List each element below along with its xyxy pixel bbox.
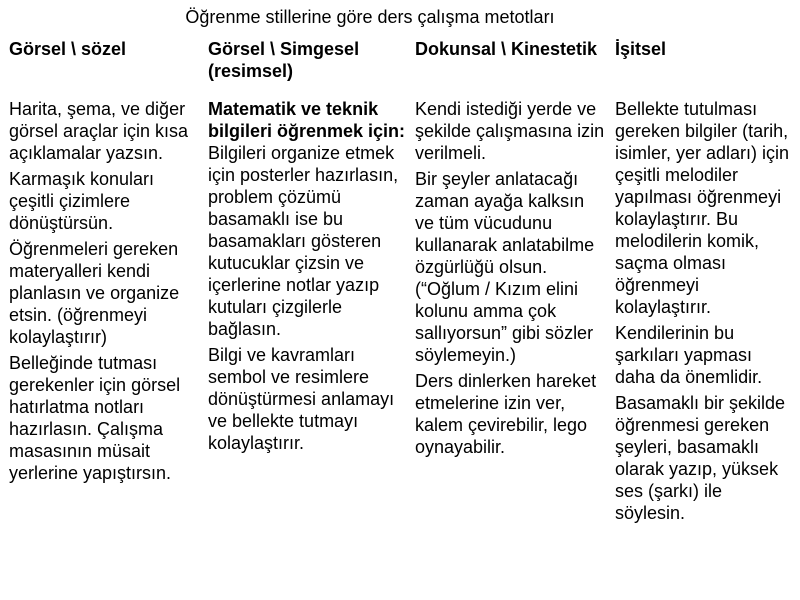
column-body: [415, 98, 607, 458]
column-gorsel-sozel: [9, 38, 201, 488]
column-body: [9, 98, 201, 484]
paragraph: Öğrenmeleri gereken materyalleri kendi planlasın ve organize etsin. (öğrenmeyi kolaylaştırır): [9, 239, 180, 347]
paragraph: Harita, şema, ve diğer görsel araçlar için kısa açıklamalar yazsın.: [9, 99, 189, 163]
column-body: [615, 98, 795, 524]
paragraph: Karmaşık konuları çeşitli çizimlere dönüştürsün.: [9, 169, 155, 233]
paragraph: Kendi istediği yerde ve şekilde çalışmasına izin verilmeli.: [415, 99, 605, 163]
column-header: Görsel \ sözel: [9, 39, 127, 59]
paragraph: Basamaklı bir şekilde öğrenmesi gereken şeyleri, basamaklı olarak yazıp, yüksek ses (şarkı) ile söylesin.: [615, 393, 786, 523]
paragraph: Kendilerinin bu şarkıları yapması daha da önemlidir.: [615, 323, 763, 387]
paragraph: Ders dinlerken hareket etmelerine izin ver, kalem çevirebilir, lego oynayabilir.: [415, 371, 597, 457]
page-title: Öğrenme stillerine göre ders çalışma metotları: [185, 7, 555, 27]
column-gorsel-simgesel: [208, 38, 408, 458]
column-header: Görsel \ Simgesel (resimsel): [208, 39, 360, 81]
paragraph: Belleğinde tutması gerekenler için görsel hatırlatma notları hazırlasın. Çalışma masasının müsait yerlerine yapıştırsın.: [9, 353, 181, 483]
column-dokunsal-kinestetik: [415, 38, 607, 462]
column-header: İşitsel: [615, 39, 667, 59]
paragraph-lead: Matematik ve teknik bilgileri öğrenmek için:: [208, 99, 406, 141]
column-header: Dokunsal \ Kinestetik: [415, 39, 598, 59]
paragraph: [208, 98, 408, 340]
paragraph: Bir şeyler anlatacağı zaman ayağa kalksın ve tüm vücudunu kullanarak anlatabilme özgürlüğü olsun. (“Oğlum / Kızım elini kolunu amma çok sallıyorsun” gibi sözler söylemeyin.): [415, 169, 595, 365]
paragraph: Bellekte tutulması gereken bilgiler (tarih, isimler, yer adları) için çeşitli melodiler yapılması öğrenmeyi kolaylaştırır. Bu melodilerin komik, saçma olması öğrenmeyi kolaylaştırır.: [615, 99, 790, 317]
paragraph-text: Bilgileri organize etmek için posterler hazırlasın, problem çözümü basamaklı ise bu basamakları gösteren kutucuklar çizsin ve içerlerine notlar yazıp kutuları çizgilerle bağlasın.: [208, 143, 399, 339]
paragraph: Bilgi ve kavramları sembol ve resimlere dönüştürmesi anlamayı ve bellekte tutmayı kolaylaştırır.: [208, 345, 395, 453]
column-isitsel: [615, 38, 795, 528]
column-body: [208, 98, 408, 454]
